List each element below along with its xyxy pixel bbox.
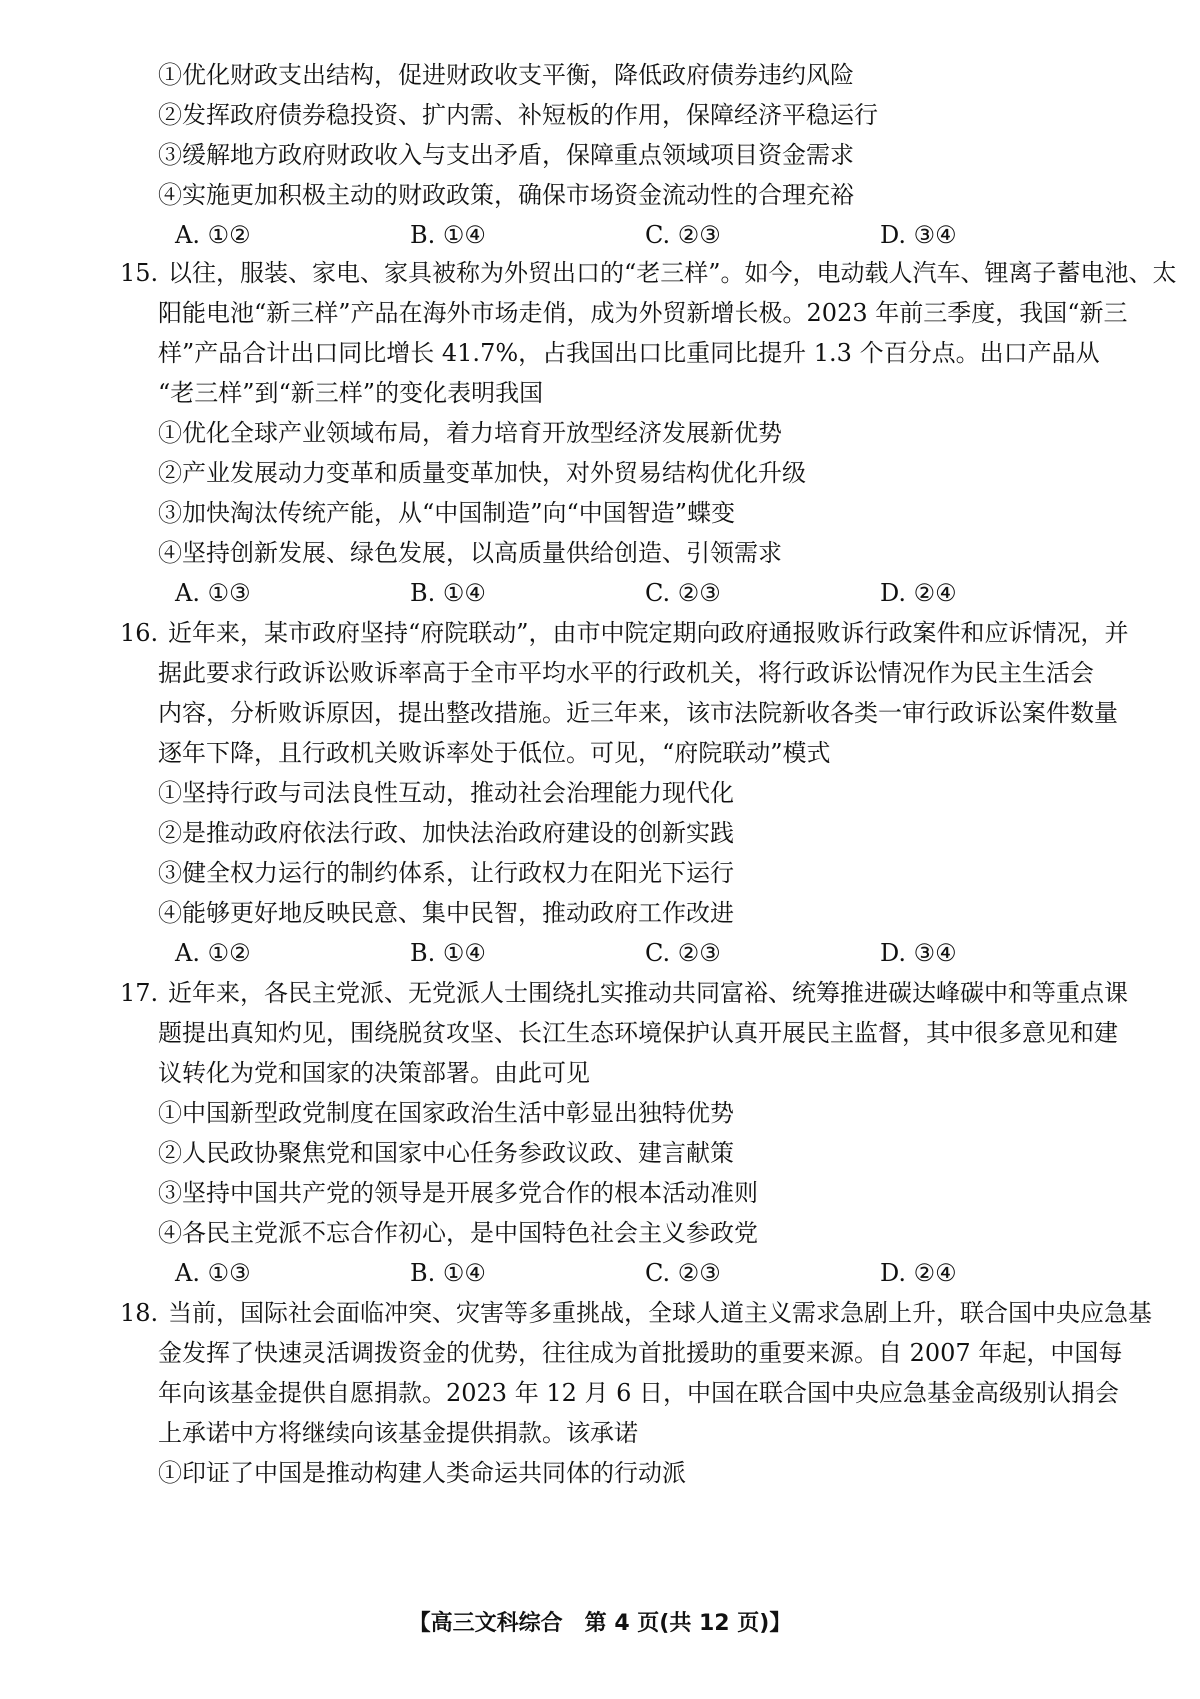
q17-stem-line-1: 近年来，各民主党派、无党派人士围绕扎实推动共同富裕、统筹推进碳达峰碳中和等重点课 [168, 979, 1128, 1007]
q17-statement-2: ②人民政协聚焦党和国家中心任务参政议政、建言献策 [158, 1139, 734, 1167]
q17-option-d: D. ②④ [880, 1259, 957, 1287]
q16-statement-3: ③健全权力运行的制约体系，让行政权力在阳光下运行 [158, 859, 734, 887]
q17-stem-line-3: 议转化为党和国家的决策部署。由此可见 [158, 1059, 590, 1087]
q17-stem-line-2: 题提出真知灼见，围绕脱贫攻坚、长江生态环境保护认真开展民主监督，其中很多意见和建 [158, 1019, 1118, 1047]
q15-option-a: A. ①③ [175, 579, 251, 607]
q15-stem-line-4: “老三样”到“新三样”的变化表明我国 [158, 379, 544, 407]
q18-stem-line-2: 金发挥了快速灵活调拨资金的优势，往往成为首批援助的重要来源。自 2007 年起，中国每 [158, 1339, 1123, 1367]
q17-option-b: B. ①④ [410, 1259, 486, 1287]
q14-option-b: B. ①④ [410, 221, 486, 249]
q14-option-c: C. ②③ [645, 221, 721, 249]
q14-option-a: A. ①② [175, 221, 251, 249]
q15-option-b: B. ①④ [410, 579, 486, 607]
q17-option-a: A. ①③ [175, 1259, 251, 1287]
q14-option-d: D. ③④ [880, 221, 957, 249]
q17-number: 17. [120, 979, 159, 1007]
q16-option-a: A. ①② [175, 939, 251, 967]
q15-statement-4: ④坚持创新发展、绿色发展，以高质量供给创造、引领需求 [158, 539, 782, 567]
q16-statement-4: ④能够更好地反映民意、集中民智，推动政府工作改进 [158, 899, 734, 927]
page-footer: 【高三文科综合 第 4 页(共 12 页)】 [408, 1611, 792, 1636]
q15-statement-2: ②产业发展动力变革和质量变革加快，对外贸易结构优化升级 [158, 459, 806, 487]
q16-stem-line-4: 逐年下降，且行政机关败诉率处于低位。可见，“府院联动”模式 [158, 739, 831, 767]
q16-stem-line-3: 内容，分析败诉原因，提出整改措施。近三年来，该市法院新收各类一审行政诉讼案件数量 [158, 699, 1118, 727]
q15-statement-3: ③加快淘汰传统产能，从“中国制造”向“中国智造”蝶变 [158, 499, 736, 527]
q16-statement-1: ①坚持行政与司法良性互动，推动社会治理能力现代化 [158, 779, 734, 807]
q16-stem-line-1: 近年来，某市政府坚持“府院联动”，由市中院定期向政府通报败诉行政案件和应诉情况，并 [168, 619, 1129, 647]
q14-statement-2: ②发挥政府债券稳投资、扩内需、补短板的作用，保障经济平稳运行 [158, 101, 878, 129]
q14-statement-4: ④实施更加积极主动的财政政策，确保市场资金流动性的合理充裕 [158, 181, 854, 209]
q16-number: 16. [120, 619, 159, 647]
q15-statement-1: ①优化全球产业领域布局，着力培育开放型经济发展新优势 [158, 419, 782, 447]
q15-option-d: D. ②④ [880, 579, 957, 607]
q15-number: 15. [120, 259, 159, 287]
q17-option-c: C. ②③ [645, 1259, 721, 1287]
q15-stem-line-1: 以往，服装、家电、家具被称为外贸出口的“老三样”。如今，电动载人汽车、锂离子蓄电池、太 [168, 259, 1177, 287]
q18-statement-1: ①印证了中国是推动构建人类命运共同体的行动派 [158, 1459, 686, 1487]
q17-statement-4: ④各民主党派不忘合作初心，是中国特色社会主义参政党 [158, 1219, 758, 1247]
q15-stem-line-2: 阳能电池“新三样”产品在海外市场走俏，成为外贸新增长极。2023 年前三季度，我国“新三 [158, 299, 1128, 327]
q14-statement-1: ①优化财政支出结构，促进财政收支平衡，降低政府债券违约风险 [158, 61, 854, 89]
q17-statement-1: ①中国新型政党制度在国家政治生活中彰显出独特优势 [158, 1099, 734, 1127]
q16-stem-line-2: 据此要求行政诉讼败诉率高于全市平均水平的行政机关，将行政诉讼情况作为民主生活会 [158, 659, 1094, 687]
q14-statement-3: ③缓解地方政府财政收入与支出矛盾，保障重点领域项目资金需求 [158, 141, 854, 169]
q15-option-c: C. ②③ [645, 579, 721, 607]
q15-stem-line-3: 样”产品合计出口同比增长 41.7%，占我国出口比重同比提升 1.3 个百分点。出口产品从 [158, 339, 1100, 367]
q18-number: 18. [120, 1299, 159, 1327]
q17-statement-3: ③坚持中国共产党的领导是开展多党合作的根本活动准则 [158, 1179, 758, 1207]
q16-statement-2: ②是推动政府依法行政、加快法治政府建设的创新实践 [158, 819, 734, 847]
q18-stem-line-4: 上承诺中方将继续向该基金提供捐款。该承诺 [158, 1419, 638, 1447]
q18-stem-line-3: 年向该基金提供自愿捐款。2023 年 12 月 6 日，中国在联合国中央应急基金高级别认捐会 [158, 1379, 1120, 1407]
q18-stem-line-1: 当前，国际社会面临冲突、灾害等多重挑战，全球人道主义需求急剧上升，联合国中央应急基 [168, 1299, 1152, 1327]
q16-option-b: B. ①④ [410, 939, 486, 967]
q16-option-d: D. ③④ [880, 939, 957, 967]
q16-option-c: C. ②③ [645, 939, 721, 967]
